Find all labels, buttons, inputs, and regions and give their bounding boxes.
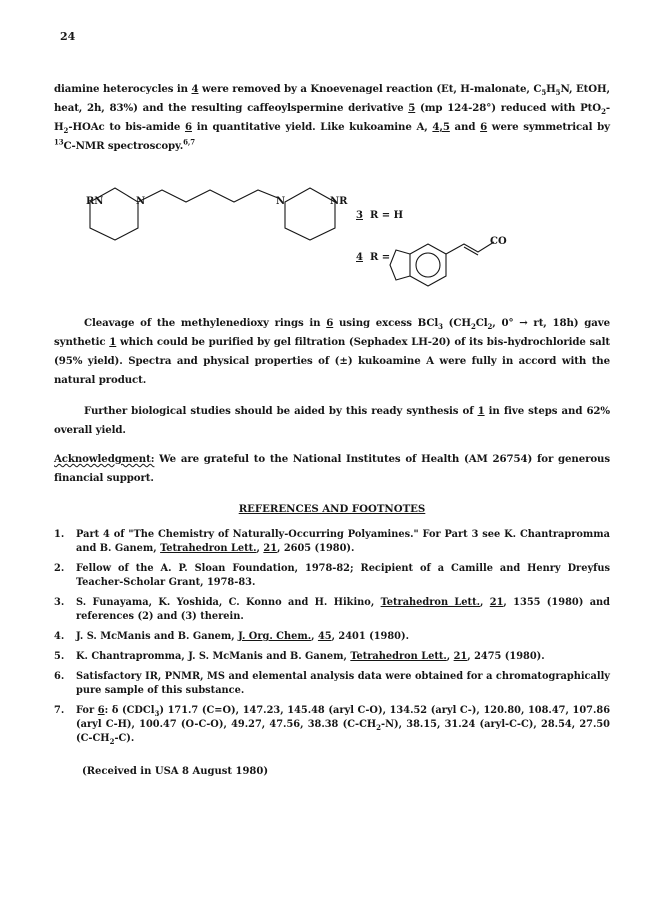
acknowledgment: Acknowledgment: We are grateful to the National Institutes of Health (AM 26754) for generous financial support. bbox=[54, 453, 610, 484]
reference-2: 2. Fellow of the A. P. Sloan Foundation, 1978-82; Recipient of a Camille and Henry Dreyfus Teacher-Scholar Grant, 1978-83. bbox=[54, 563, 610, 588]
acknowledgment-label: Acknowledgment: bbox=[54, 453, 155, 465]
reference-1: 1. Part 4 of "The Chemistry of Naturally-Occurring Polyamines." For Part 3 see K. Chantrapromma and B. Ganem, Tetrahedron Lett., 21, 2605 (1980). bbox=[54, 529, 610, 554]
reference-5: 5. K. Chantrapromma, J. S. McManis and B. Ganem, Tetrahedron Lett., 21, 2475 (1980). bbox=[54, 651, 545, 662]
label-rn: RN bbox=[86, 196, 104, 207]
label-n-right: N bbox=[276, 196, 286, 207]
references-list bbox=[54, 528, 610, 752]
label-n-left: N bbox=[136, 196, 146, 207]
paragraph-3: Further biological studies should be aided by this ready synthesis of 1 in five steps and 62% overall yield. bbox=[54, 405, 611, 436]
chemical-structure bbox=[60, 180, 620, 304]
received-date: (Received in USA 8 August 1980) bbox=[82, 766, 269, 777]
reference-4: 4. J. S. McManis and B. Ganem, J. Org. Chem., 45, 2401 (1980). bbox=[54, 631, 410, 642]
paragraph-2: Cleavage of the methylenedioxy rings in 6 using excess BCl$_3$ ($CH_2Cl_2$, 0° → rt, 18h) gave synthetic 1 which could be purified by gel filtration (Sephadex LH-20) of its bis-hydrochloride salt (95% yield). Spectra and physical properties of (±) kukoamine A were fully in accord with the natural product. bbox=[54, 317, 611, 386]
page-number: 24 bbox=[60, 30, 76, 43]
reference-6: 6. Satisfactory IR, PNMR, MS and elemental analysis data were obtained for a chromatographically pure sample of this substance. bbox=[54, 671, 610, 696]
paragraph-1: diamine heterocycles in 4 were removed by a Knoevenagel reaction (Et, H-malonate, $C_5H_5N$, EtOH, heat, 2h, 83%) and the resulting caffeoylspermine derivative 5 (mp 124-28°) reduced with $PtO_2-H_2$-HOAc to bis-amide 6 in quantitative yield. Like kukoamine A, 4,5 and 6 were symmetrical by $^{13}$C-NMR spectroscopy.$^{6,7}$ bbox=[54, 83, 610, 152]
label-co: CO bbox=[490, 236, 507, 247]
compound-3-label: 3 R = H bbox=[356, 210, 404, 221]
reference-3: 3. S. Funayama, K. Yoshida, C. Konno and H. Hikino, Tetrahedron Lett., 21, 1355 (1980) and references (2) and (3) therein. bbox=[54, 597, 611, 622]
references-heading: REFERENCES AND FOOTNOTES bbox=[238, 503, 426, 515]
compound-4-label: 4 R = bbox=[356, 252, 391, 263]
reference-7: 7. For 6: δ (CDCl$_3$) 171.7 (C=O), 147.23, 145.48 (aryl C-O), 134.52 (aryl C-), 120.80, 108.47, 107.86 (aryl C-H), 100.47 (O-C-O), 49.27, 47.56, 38.38 $(C-CH_2-N)$, 38.15, 31.24 (aryl-C-C), 28.54, 27.50 $(C-CH_2-C)$. bbox=[54, 705, 611, 746]
label-nr: NR bbox=[330, 196, 348, 207]
